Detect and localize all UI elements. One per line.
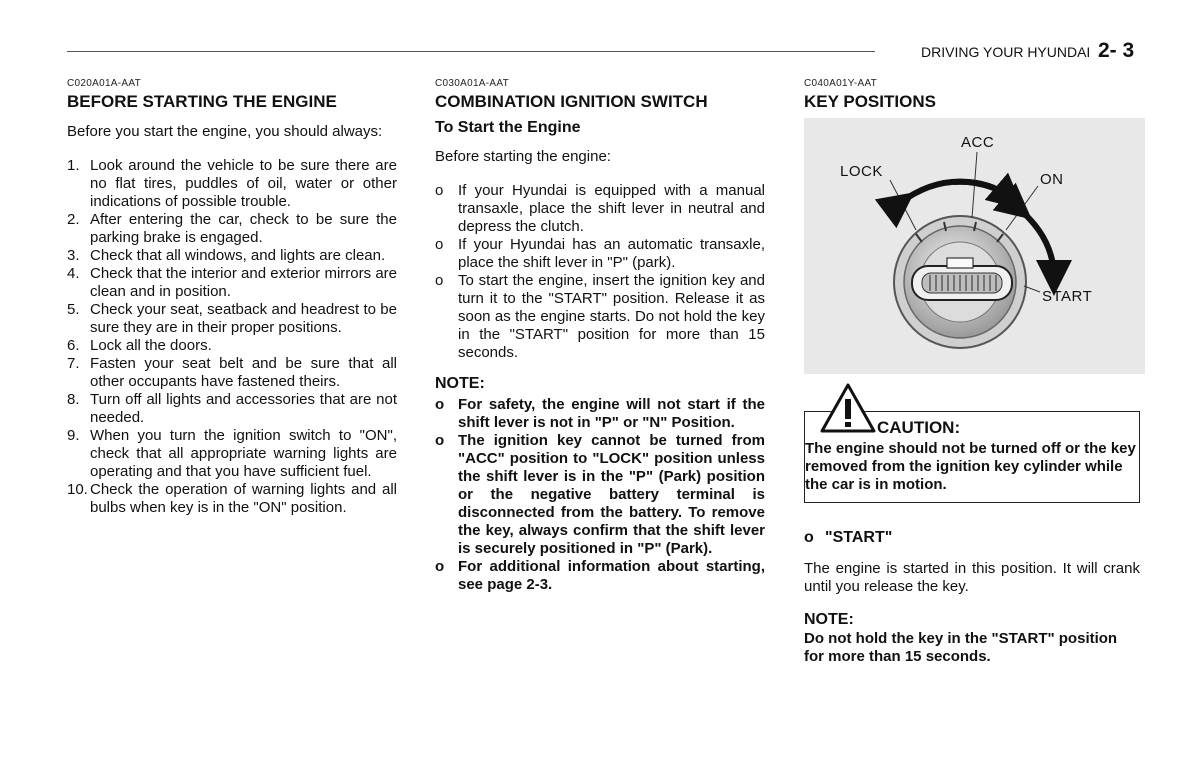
bullet: o <box>435 272 444 289</box>
item-number: 9. <box>67 427 80 444</box>
procedure-item <box>435 272 765 362</box>
item-text: Check that all windows, and lights are clean. <box>90 247 386 264</box>
bullet: o <box>435 236 444 253</box>
note-heading: NOTE: <box>804 611 854 628</box>
checklist-item <box>67 481 397 517</box>
note-item <box>435 558 765 594</box>
checklist-item <box>67 157 397 211</box>
on-label: ON <box>1040 171 1064 188</box>
checklist-item <box>67 427 397 481</box>
item-text: If your Hyundai has an automatic transaxle, place the shift lever in "P" (park). <box>458 236 765 271</box>
checklist-item <box>67 355 397 391</box>
item-text: Look around the vehicle to be sure there are no flat tires, puddles of oil, water or other indications of possible trouble. <box>90 157 397 210</box>
header-rule <box>67 51 875 52</box>
item-number: 6. <box>67 337 80 354</box>
checklist-item <box>67 211 397 247</box>
column-before-starting <box>67 78 397 517</box>
header-section-title: DRIVING YOUR HYUNDAI <box>921 44 1091 60</box>
caution-text: The engine should not be turned off or the key removed from the ignition key cylinder while the car is in motion. <box>805 440 1136 493</box>
checklist-item <box>67 337 397 355</box>
item-number: 2. <box>67 211 80 228</box>
section-subtitle: To Start the Engine <box>435 119 581 136</box>
item-number: 4. <box>67 265 80 282</box>
checklist-item <box>67 265 397 301</box>
checklist <box>67 157 397 517</box>
item-number: 7. <box>67 355 80 372</box>
item-text: For safety, the engine will not start if the shift lever is not in "P" or "N" Position. <box>458 396 765 431</box>
caution-heading: CAUTION: <box>877 418 961 437</box>
item-text: Lock all the doors. <box>90 337 212 354</box>
item-number: 8. <box>67 391 80 408</box>
note-item <box>435 396 765 432</box>
intro-paragraph: Before you start the engine, you should always: <box>67 123 383 140</box>
item-number: 10. <box>67 481 88 498</box>
item-text: The ignition key cannot be turned from "ACC" position to "LOCK" position unless the shift lever is in the "P" (Park) position or the negative battery terminal is disconnected from the battery. To remove the key, always confirm that the shift lever is securely positioned in "P" (Park). <box>458 432 765 557</box>
start-paragraph: The engine is started in this position. It will crank until you release the key. <box>804 560 1140 595</box>
section-title: BEFORE STARTING THE ENGINE <box>67 92 337 111</box>
item-text: Check your seat, seatback and headrest to be sure they are in their proper positions. <box>90 301 397 336</box>
bullet: o <box>435 182 444 199</box>
bullet: o <box>435 558 445 575</box>
start-label: START <box>1042 288 1093 305</box>
bullet: o <box>435 432 445 449</box>
item-text: Turn off all lights and accessories that are not needed. <box>90 391 397 426</box>
lock-label: LOCK <box>840 163 883 180</box>
bullet: o <box>435 396 445 413</box>
section-code: C040A01Y-AAT <box>804 78 878 89</box>
item-text: For additional information about starting, see page 2-3. <box>458 558 765 593</box>
procedure-list <box>435 182 765 362</box>
item-text: After entering the car, check to be sure the parking brake is engaged. <box>90 211 397 246</box>
item-text: If your Hyundai is equipped with a manual transaxle, place the shift lever in neutral and depress the clutch. <box>458 182 765 235</box>
item-number: 3. <box>67 247 80 264</box>
item-text: Check that the interior and exterior mirrors are clean and in position. <box>90 265 397 300</box>
start-title: "START" <box>825 529 893 546</box>
ignition-switch-figure <box>804 118 1145 374</box>
item-number: 5. <box>67 301 80 318</box>
note-text: Do not hold the key in the "START" position for more than 15 seconds. <box>804 630 1118 665</box>
section-code: C030A01A-AAT <box>435 78 510 89</box>
section-code: C020A01A-AAT <box>67 78 142 89</box>
caution-box <box>804 411 1140 503</box>
page-number: 2- 3 <box>1098 39 1135 62</box>
checklist-item <box>67 301 397 337</box>
column-key-positions <box>804 78 1140 666</box>
acc-label: ACC <box>961 134 995 151</box>
intro-paragraph: Before starting the engine: <box>435 148 611 165</box>
section-title: COMBINATION IGNITION SWITCH <box>435 92 708 111</box>
item-text: Fasten your seat belt and be sure that all other occupants have fastened theirs. <box>90 355 397 390</box>
column-ignition-switch <box>435 78 765 594</box>
warning-triangle-icon <box>819 382 877 434</box>
note-heading: NOTE: <box>435 375 485 392</box>
note-item <box>435 432 765 558</box>
item-number: 1. <box>67 157 80 174</box>
checklist-item <box>67 391 397 427</box>
ignition-cylinder-illustration <box>804 118 1145 374</box>
procedure-item <box>435 182 765 236</box>
start-bullet: o <box>804 529 814 546</box>
section-title: KEY POSITIONS <box>804 92 936 111</box>
item-text: To start the engine, insert the ignition key and turn it to the "START" position. Release it as soon as the engine starts. Do not hold the key in the "START" position for more than 15 seconds. <box>458 272 765 361</box>
note-list <box>435 396 765 594</box>
checklist-item <box>67 247 397 265</box>
item-text: Check the operation of warning lights and all bulbs when key is in the "ON" position. <box>90 481 397 516</box>
procedure-item <box>435 236 765 272</box>
start-heading <box>804 529 1140 547</box>
item-text: When you turn the ignition switch to "ON", check that all appropriate warning lights are operating and that you have sufficient fuel. <box>90 427 397 480</box>
